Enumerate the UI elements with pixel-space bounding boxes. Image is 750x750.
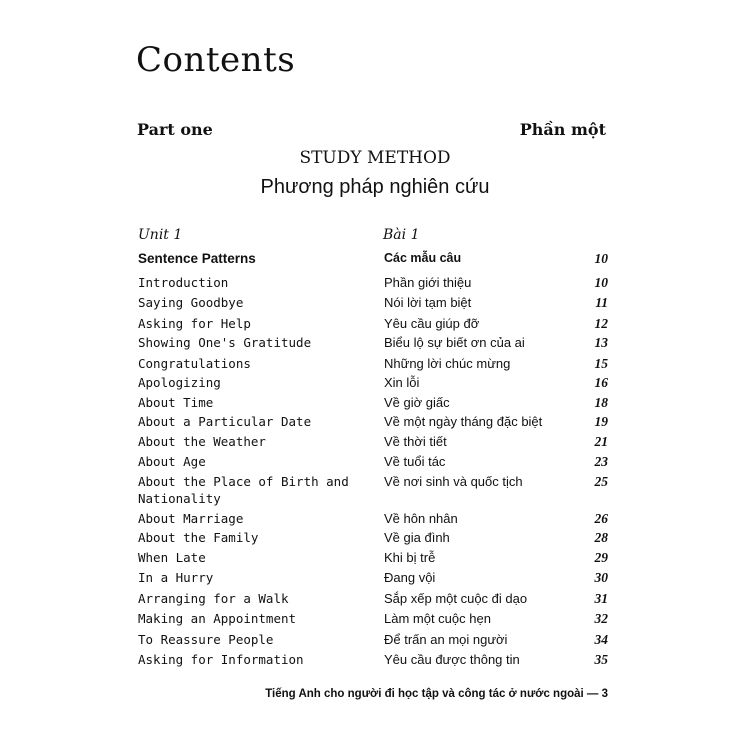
toc-page-number: 30 (594, 570, 608, 585)
toc-entry-en: Asking for Information (138, 652, 304, 667)
toc-entry-vi: Về một ngày tháng đặc biệt (384, 414, 543, 429)
toc-page-number: 35 (594, 652, 608, 667)
toc-entry-vi: Biểu lộ sự biết ơn của ai (384, 335, 525, 350)
toc-entry-vi: Những lời chúc mừng (384, 356, 511, 371)
toc-entry-en: About Time (138, 395, 214, 410)
toc-page-number: 10 (594, 275, 608, 290)
unit-label-vi: Bài 1 (383, 227, 420, 243)
toc-entry-en: Making an Appointment (138, 611, 297, 626)
toc-page-number: 34 (594, 632, 608, 647)
toc-entry-en: Congratulations (138, 356, 251, 371)
toc-entry-vi: Sắp xếp một cuộc đi dạo (384, 591, 528, 606)
toc-entry-en: About the Family (138, 530, 259, 545)
toc-page-number: 16 (594, 375, 608, 390)
toc-entry-en: About Age (138, 454, 206, 469)
toc-entry-en: Showing One's Gratitude (138, 335, 312, 350)
toc-entry-vi: Về hôn nhân (384, 511, 458, 526)
toc-entry-vi: Về gia đình (384, 530, 450, 545)
toc-page-number: 10 (594, 251, 608, 266)
toc-page-number: 18 (594, 395, 608, 410)
toc-entry-en: Sentence Patterns (138, 251, 256, 266)
toc-page-number: 19 (594, 414, 608, 429)
toc-entry-vi: Để trấn an mọi người (384, 632, 508, 647)
toc-entry-vi: Về giờ giấc (384, 395, 450, 410)
toc-entry-en: About the Weather (138, 434, 266, 449)
toc-entry-en: When Late (138, 550, 206, 565)
section-title-en: STUDY METHOD (299, 148, 451, 168)
toc-entry-vi: Về thời tiết (384, 434, 447, 449)
toc-page-number: 13 (594, 335, 608, 350)
toc-page-number: 23 (594, 454, 608, 469)
toc-page-number: 31 (594, 591, 608, 606)
toc-entry-en: Saying Goodbye (138, 295, 244, 310)
toc-entry-en: Arranging for a Walk (138, 591, 289, 606)
section-title-vi: Phương pháp nghiên cứu (260, 176, 490, 198)
toc-page-number: 21 (594, 434, 608, 449)
toc-page-number: 25 (594, 474, 608, 489)
toc-entry-en: To Reassure People (138, 632, 274, 647)
page-footer: Tiếng Anh cho người đi học tập và công tác ở nước ngoài — 3 (265, 688, 608, 700)
toc-entry-en-line2: Nationality (138, 491, 221, 506)
toc-entry-vi: Các mẫu câu (384, 251, 462, 265)
toc-entry-en: Introduction (138, 275, 229, 290)
toc-entry-vi: Đang vội (384, 570, 436, 585)
toc-entry-vi: Khi bị trễ (384, 550, 436, 565)
toc-entry-en (138, 473, 368, 507)
toc-entry-en: Apologizing (138, 375, 221, 390)
toc-page-number: 15 (594, 356, 608, 371)
toc-page-number: 29 (594, 550, 608, 565)
toc-entry-vi: Nói lời tạm biệt (384, 295, 472, 310)
part-heading-en: Part one (137, 120, 213, 139)
toc-entry-en-line1: About the Place of Birth and (138, 474, 349, 489)
toc-entry-en: Asking for Help (138, 316, 251, 331)
toc-entry-en: About Marriage (138, 511, 244, 526)
toc-entry-vi: Về nơi sinh và quốc tịch (384, 474, 523, 489)
part-heading-vi: Phần một (519, 120, 606, 139)
toc-entry-vi: Yêu cầu được thông tin (384, 652, 520, 667)
toc-entry-vi: Phần giới thiệu (384, 275, 472, 290)
toc-entry-en: In a Hurry (138, 570, 214, 585)
toc-entry-vi: Làm một cuộc hẹn (384, 611, 491, 626)
toc-page-number: 12 (594, 316, 608, 331)
toc-entry-vi: Xin lỗi (384, 375, 420, 390)
toc-page-number: 32 (594, 611, 608, 626)
toc-entry-en: About a Particular Date (138, 414, 312, 429)
toc-page-number: 28 (594, 530, 608, 545)
toc-entry-vi: Yêu cầu giúp đỡ (384, 316, 480, 331)
page-title: Contents (136, 40, 296, 80)
toc-entry-vi: Về tuổi tác (384, 454, 446, 469)
unit-label-en: Unit 1 (138, 227, 183, 243)
toc-page-number: 11 (595, 295, 608, 310)
toc-page-number: 26 (594, 511, 608, 526)
